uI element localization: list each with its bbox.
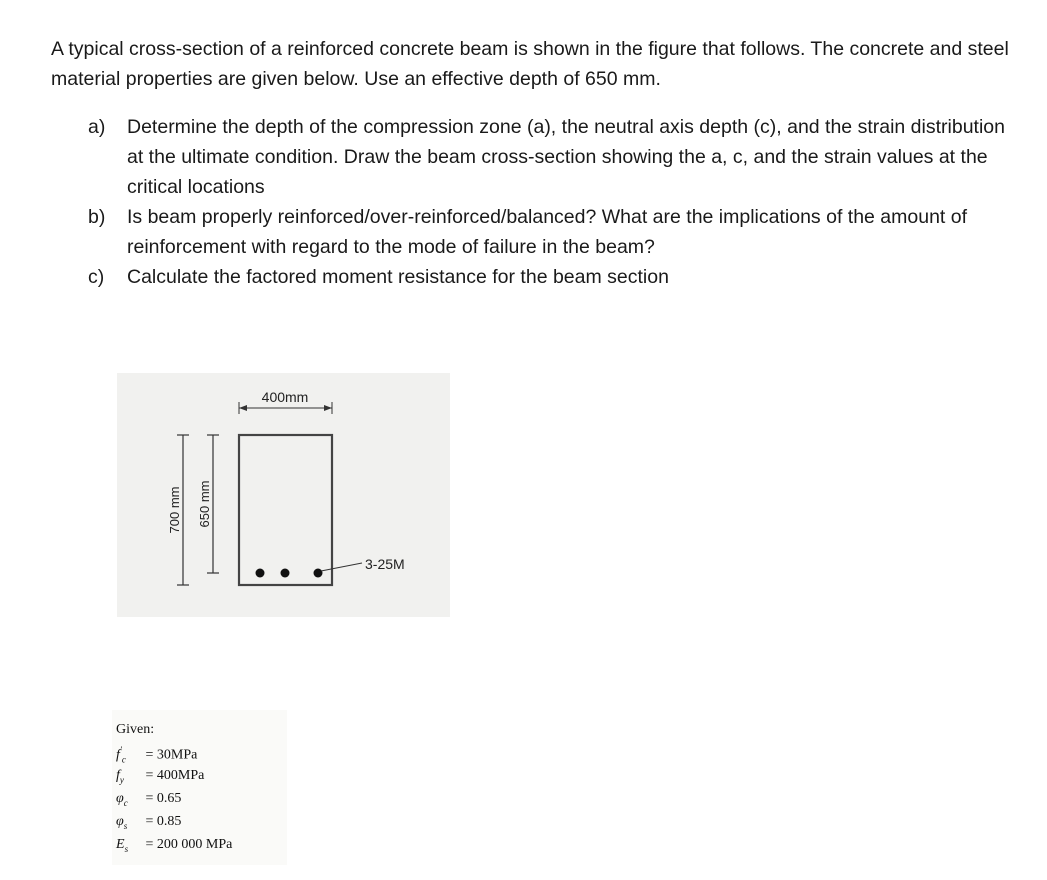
given-row-fy (116, 768, 204, 785)
given-value: = 0.85 (145, 814, 182, 829)
question-label: b) (88, 206, 106, 228)
rebar-label: 3-25M (365, 556, 405, 572)
question-b (88, 202, 1018, 262)
given-symbol: $\varphi_c$ (116, 791, 128, 808)
given-row-fc (116, 745, 197, 764)
beam-cross-section-figure (117, 373, 450, 617)
given-value: = 200 000 MPa (145, 837, 233, 852)
question-text: Is beam properly reinforced/over-reinforced/balanced? What are the implications of the amount of reinforcement with regard to the mode of failure in the beam? (127, 206, 968, 258)
rebar-1 (256, 569, 265, 578)
given-title: Given: (116, 722, 155, 737)
beam-cross-section-drawing (117, 373, 450, 617)
given-symbol: $f'_c$ (116, 745, 126, 765)
given-row-phi-s (116, 814, 181, 831)
given-symbol: $f_y$ (116, 768, 124, 785)
given-symbol: $E_s$ (116, 837, 129, 854)
width-label: 400mm (261, 389, 309, 405)
question-text: Calculate the factored moment resistance for the beam section (127, 266, 669, 288)
given-value: = 30MPa (145, 747, 198, 763)
question-label: a) (88, 116, 106, 138)
rebar-leader-line (321, 563, 362, 571)
question-label: c) (88, 266, 105, 288)
rebar-2 (281, 569, 290, 578)
given-row-es (116, 837, 232, 854)
question-text: Determine the depth of the compression zone (a), the neutral axis depth (c), and the strain distribution at the ultimate condition. Draw the beam cross-section showing the a, c, and the strain values at the critical locations (127, 116, 1005, 198)
question-a (88, 112, 1018, 202)
rebar-3 (314, 569, 323, 578)
height-label: 700 mm (167, 486, 182, 534)
question-c (88, 262, 1018, 292)
given-row-phi-c (116, 791, 181, 808)
given-symbol: $\varphi_s$ (116, 814, 128, 831)
given-value: = 0.65 (145, 791, 182, 806)
question-list (88, 112, 1018, 292)
effective-depth-label: 650 mm (197, 480, 212, 528)
beam-outline (239, 435, 332, 585)
problem-intro: A typical cross-section of a reinforced concrete beam is shown in the figure that follows. The concrete and steel material properties are given below. Use an effective depth of 650 mm. (51, 38, 1009, 90)
given-properties (112, 710, 287, 865)
given-value: = 400MPa (145, 768, 205, 783)
